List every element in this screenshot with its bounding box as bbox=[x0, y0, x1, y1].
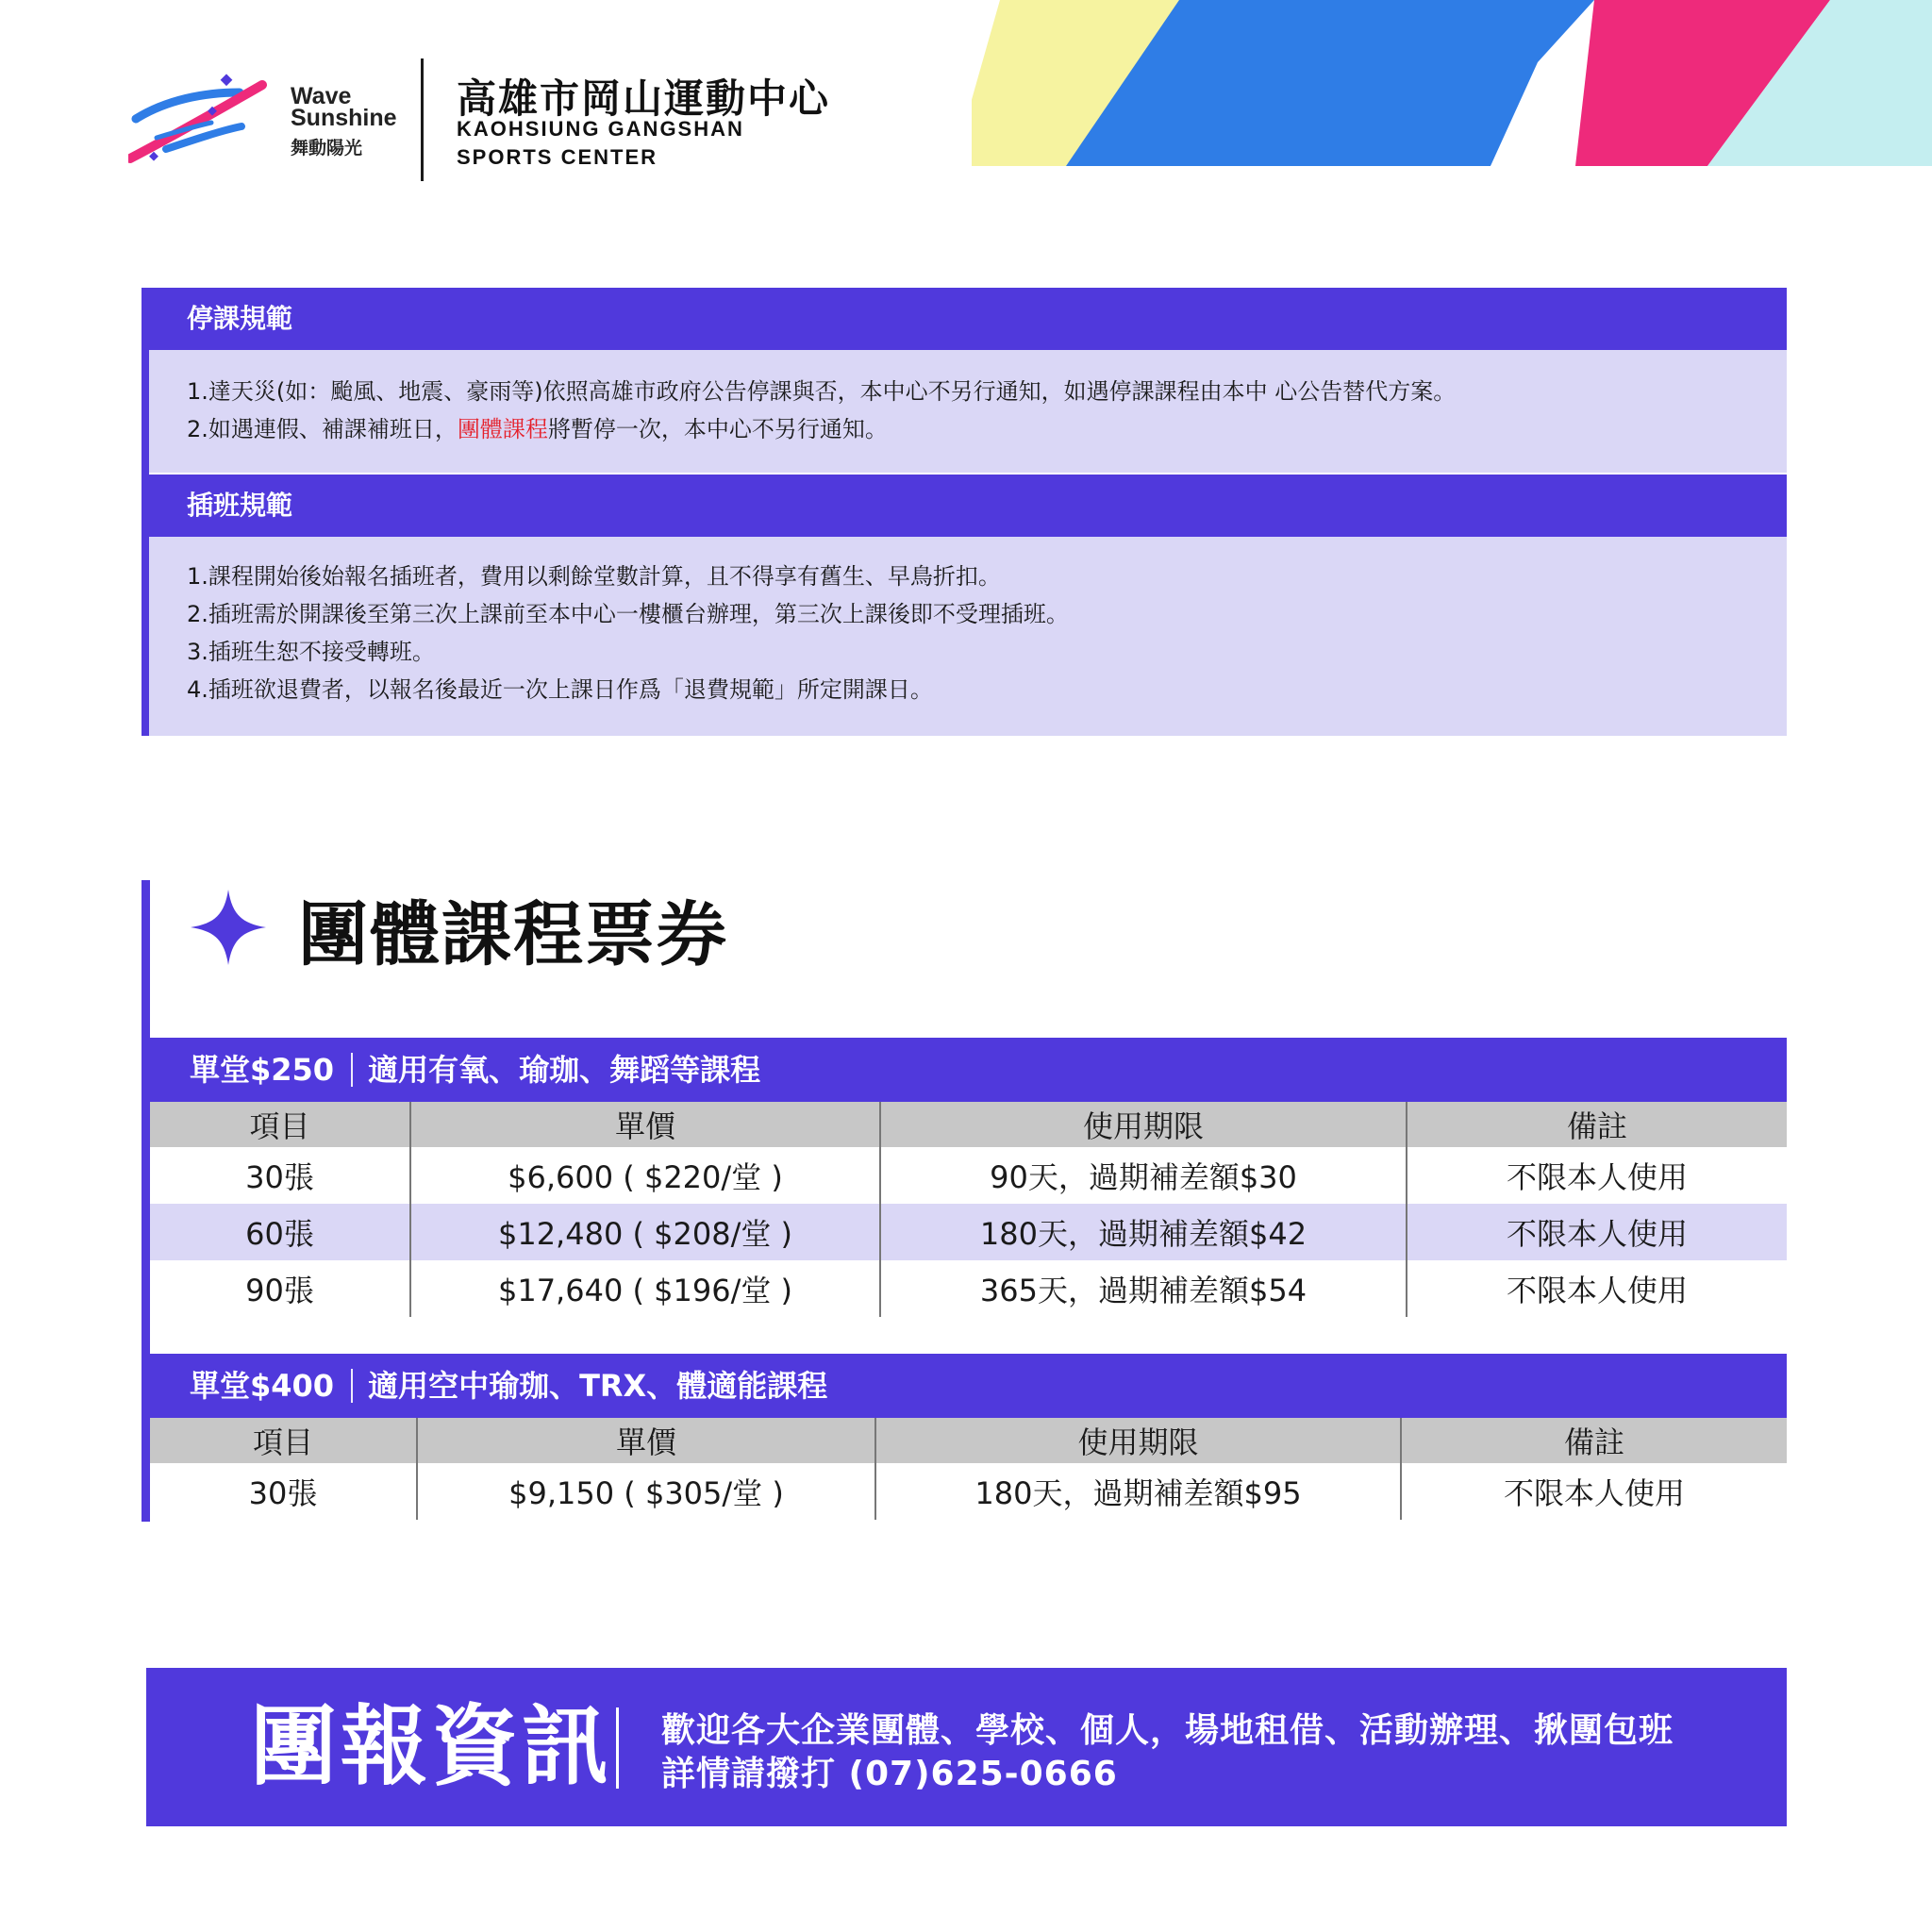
table-header-row bbox=[150, 1418, 1787, 1463]
tier2-description: 適用空中瑜珈、TRX、體適能課程 bbox=[368, 1368, 828, 1404]
cell-price: $12,480 ( $208/堂 ) bbox=[410, 1204, 880, 1260]
suspension-rule-line-2-prefix: 2.如遇連假、補課補班日， bbox=[187, 416, 458, 442]
transfer-rule-line-4: 4.插班欲退費者，以報名後最近一次上課日作爲「退費規範」所定開課日。 bbox=[187, 676, 933, 703]
center-name-en-line1: KAOHSIUNG GANGSHAN bbox=[457, 117, 744, 141]
cell-price: $6,600 ( $220/堂 ) bbox=[410, 1147, 880, 1204]
transfer-rules-title: 插班規範 bbox=[142, 475, 1787, 537]
tier2-separator bbox=[351, 1369, 353, 1403]
transfer-rule-line-2: 2.插班需於開課後至第三次上課前至本中心一樓櫃台辦理，第三次上課後即不受理插班。 bbox=[187, 601, 1069, 627]
tickets-title: 團體課程票券 bbox=[298, 894, 728, 975]
table-row bbox=[150, 1260, 1787, 1317]
table-row bbox=[150, 1204, 1787, 1260]
cell-note: 不限本人使用 bbox=[1407, 1147, 1787, 1204]
tier2-header bbox=[150, 1354, 1787, 1418]
tickets-accent-bar bbox=[142, 880, 150, 1522]
tier1-separator bbox=[351, 1053, 353, 1087]
column-header-validity: 使用期限 bbox=[875, 1418, 1401, 1463]
cell-validity: 180天，過期補差額$95 bbox=[875, 1463, 1401, 1520]
cell-item: 30張 bbox=[248, 1475, 318, 1511]
group-info-line-1: 歡迎各大企業團體、學校、個人，場地租借、活動辦理、揪團包班 bbox=[661, 1711, 1674, 1750]
table-header-row bbox=[150, 1102, 1787, 1147]
tier1-price: 單堂$250 bbox=[190, 1052, 335, 1088]
sparkle-diamond-icon bbox=[191, 890, 266, 965]
cell-validity: 180天，過期補差額$42 bbox=[880, 1204, 1407, 1260]
suspension-rules-body bbox=[149, 350, 1787, 473]
tier1-price-table bbox=[150, 1102, 1787, 1317]
center-name-zh: 高雄市岡山運動中心 bbox=[457, 75, 831, 122]
column-header-price: 單價 bbox=[417, 1418, 875, 1463]
cell-price: $17,640 ( $196/堂 ) bbox=[410, 1260, 880, 1317]
suspension-rule-line-2-suffix: 將暫停一次，本中心不另行通知。 bbox=[547, 416, 888, 442]
cell-item: 90張 bbox=[245, 1273, 314, 1308]
cell-item: 30張 bbox=[245, 1159, 314, 1195]
cell-price: $9,150 ( $305/堂 ) bbox=[417, 1463, 875, 1520]
column-header-price: 單價 bbox=[410, 1102, 880, 1147]
header-divider bbox=[421, 58, 424, 181]
decorative-stripes bbox=[972, 0, 1932, 166]
group-info-title: 團報資訊 bbox=[250, 1696, 613, 1797]
column-header-item: 項目 bbox=[150, 1418, 417, 1463]
cell-note: 不限本人使用 bbox=[1407, 1204, 1787, 1260]
brand-name-line1: Wave bbox=[291, 83, 352, 109]
tier1-header bbox=[150, 1038, 1787, 1102]
group-info-phone[interactable]: 詳情請撥打 (07)625-0666 bbox=[661, 1755, 1118, 1793]
tier1-description: 適用有氧、瑜珈、舞蹈等課程 bbox=[368, 1052, 761, 1088]
cell-note: 不限本人使用 bbox=[1407, 1260, 1787, 1317]
brand-name-line2: Sunshine bbox=[291, 105, 397, 131]
tier2-price: 單堂$400 bbox=[190, 1368, 335, 1404]
transfer-rule-line-3: 3.插班生恕不接受轉班。 bbox=[187, 639, 435, 665]
table-row bbox=[150, 1463, 1787, 1520]
suspension-rule-line-2 bbox=[187, 410, 1787, 448]
brand-name-zh: 舞動陽光 bbox=[291, 139, 363, 158]
rules-accent-bar bbox=[142, 288, 149, 736]
group-info-divider bbox=[616, 1707, 619, 1789]
rules-panel bbox=[142, 288, 1787, 736]
transfer-rules-body bbox=[149, 537, 1787, 736]
column-header-note: 備註 bbox=[1401, 1418, 1787, 1463]
center-name-en-line2: SPORTS CENTER bbox=[457, 145, 658, 169]
tier2-price-table bbox=[150, 1418, 1787, 1520]
transfer-rule-line-1: 1.課程開始後始報名插班者，費用以剩餘堂數計算，且不得享有舊生、早鳥折扣。 bbox=[187, 563, 1001, 590]
cell-item: 60張 bbox=[150, 1204, 410, 1260]
cell-note: 不限本人使用 bbox=[1401, 1463, 1787, 1520]
column-header-note: 備註 bbox=[1407, 1102, 1787, 1147]
group-info-banner bbox=[146, 1668, 1787, 1826]
cell-validity: 365天，過期補差額$54 bbox=[880, 1260, 1407, 1317]
cell-validity: 90天，過期補差額$30 bbox=[880, 1147, 1407, 1204]
suspension-rules-title: 停課規範 bbox=[142, 288, 1787, 350]
column-header-validity: 使用期限 bbox=[880, 1102, 1407, 1147]
column-header-item: 項目 bbox=[150, 1102, 410, 1147]
suspension-rule-line-1: 1.達天災(如：颱風、地震、豪雨等)依照高雄市政府公告停課與否，本中心不另行通知，如遇停課課程由本中 心公告替代方案。 bbox=[187, 378, 1457, 405]
wave-sunshine-logo-icon bbox=[128, 74, 270, 168]
group-course-highlight: 團體課程 bbox=[457, 416, 548, 442]
table-row bbox=[150, 1147, 1787, 1204]
